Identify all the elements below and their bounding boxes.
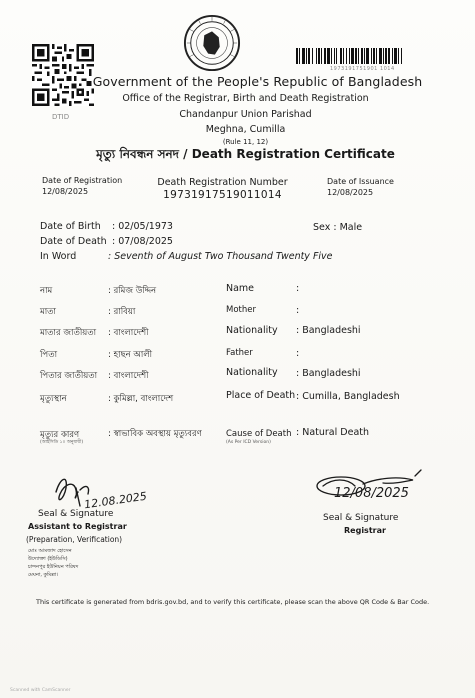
issuance-date-label: Date of Issuance	[327, 177, 394, 186]
bn-father-nationality-value: : বাংলাদেশী	[108, 371, 149, 381]
bn-death-place-value: : কুমিল্লা, বাংলাদেশ	[108, 394, 174, 404]
registrar-role: Registrar	[344, 526, 386, 535]
bn-name-value: : রমিজ উদ্দিন	[108, 286, 157, 296]
bn-mother-nationality-label: মাতার জাতীয়তা	[40, 328, 97, 338]
assistant-seal-label: Seal & Signature	[38, 509, 114, 519]
registration-number-value: 19731917519011014	[163, 189, 282, 201]
assistant-signature-date: 12.08.2025	[83, 489, 148, 512]
qr-caption: DTID	[52, 113, 70, 121]
en-name-value: :	[296, 283, 300, 294]
en-name-label: Name	[226, 283, 255, 294]
registration-number-label: Death Registration Number	[157, 177, 288, 188]
assistant-role: Assistant to Registrar	[28, 522, 127, 531]
assistant-role-sub: (Preparation, Verification)	[26, 535, 123, 544]
issuance-date-value: 12/08/2025	[327, 188, 374, 197]
registration-date-value: 12/08/2025	[42, 187, 89, 196]
barcode[interactable]	[296, 48, 460, 64]
registrar-seal-label: Seal & Signature	[323, 513, 399, 523]
officer-stamp	[28, 548, 112, 586]
en-mother-value: :	[296, 305, 300, 316]
dob-label: Date of Birth	[40, 221, 101, 232]
dod-label: Date of Death	[40, 236, 107, 247]
location-heading: Meghna, Cumilla	[205, 124, 286, 135]
bn-father-value: : হাছন আলী	[108, 350, 153, 360]
stamp-line: মেঘনা, কুমিল্লা।	[28, 572, 59, 578]
en-icd-note: (As Per ICD Version)	[226, 440, 271, 445]
bn-mother-value: : রাবিয়া	[108, 307, 136, 317]
dob-value: : 02/05/1973	[112, 221, 173, 232]
certificate-title: মৃত্যু নিবন্ধন সনদ / Death Registration Certificate	[96, 147, 395, 161]
stamp-line: চান্দনপুর ইউনিয়ন পরিষদ	[28, 564, 79, 570]
bn-death-cause-value: : স্বাভাবিক অবস্থায় মৃত্যুবরণ	[108, 429, 202, 439]
office-heading: Office of the Registrar, Birth and Death Registration	[122, 93, 369, 104]
bn-father-nationality-label: পিতার জাতীয়তা	[40, 371, 98, 381]
en-death-cause-label: Cause of Death	[226, 429, 292, 439]
scanner-watermark: Scanned with CamScanner	[10, 688, 71, 693]
en-death-cause-value: : Natural Death	[296, 427, 370, 438]
government-seal-icon	[183, 14, 241, 72]
verification-footer: This certificate is generated from bdris.gov.bd, and to verify this certificate, please scan the above QR Code & Bar Code.	[36, 598, 430, 606]
bn-mother-label: মাতা	[40, 307, 57, 317]
bn-icd-note: (আইসিডি ১০ অনুযায়ী)	[40, 440, 84, 445]
en-father-label: Father	[226, 348, 253, 358]
stamp-line: মোঃ আমজাদ হোসেন	[28, 548, 72, 554]
sex-text: Sex : Male	[313, 222, 363, 233]
registration-date-label: Date of Registration	[42, 176, 123, 185]
barcode-number: 1973191751901 1014	[330, 66, 395, 72]
stamp-line: উদ্যোক্তা (ইউডিসি)	[28, 556, 68, 562]
en-mother-nationality-label: Nationality	[226, 325, 278, 336]
government-heading: Government of the People's Republic of Bangladesh	[92, 74, 423, 89]
dod-value: : 07/08/2025	[112, 236, 173, 247]
en-death-place-value: : Cumilla, Bangladesh	[296, 391, 400, 402]
inword-value: : Seventh of August Two Thousand Twenty Five	[108, 251, 333, 262]
bn-death-place-label: মৃত্যুস্থান	[40, 394, 67, 404]
bn-father-label: পিতা	[40, 350, 58, 360]
rule-note: (Rule 11, 12)	[222, 138, 269, 146]
en-father-nationality-label: Nationality	[226, 367, 278, 378]
en-father-value: :	[296, 348, 300, 359]
en-father-nationality-value: : Bangladeshi	[296, 368, 361, 379]
inword-label: In Word	[40, 251, 77, 262]
bn-mother-nationality-value: : বাংলাদেশী	[108, 328, 149, 338]
bn-name-label: নাম	[40, 286, 53, 296]
en-mother-nationality-value: : Bangladeshi	[296, 325, 361, 336]
registrar-signature-date: 12/08/2025	[334, 486, 409, 501]
en-death-place-label: Place of Death	[226, 390, 296, 401]
union-heading: Chandanpur Union Parishad	[179, 109, 312, 120]
bn-death-cause-label: মৃত্যুর কারণ	[40, 430, 80, 440]
en-mother-label: Mother	[226, 305, 256, 315]
